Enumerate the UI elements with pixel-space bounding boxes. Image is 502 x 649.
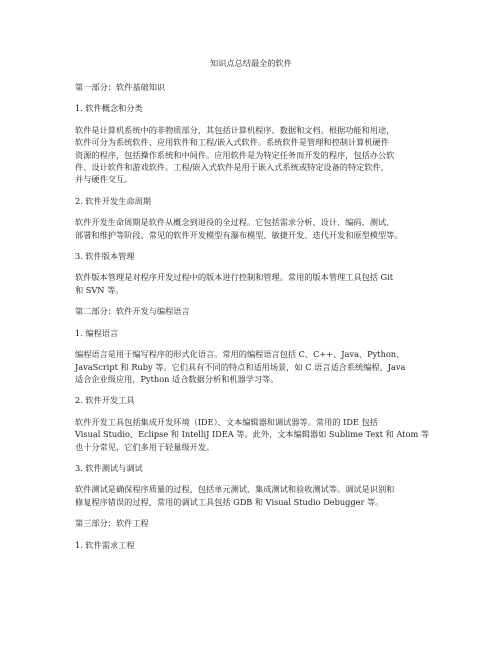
paragraph-line: JavaScript 和 Ruby 等。它们具有不同的特点和适用场景，如 C 语言适合系统编程，Java — [75, 361, 406, 372]
part-heading: 第三部分：软件工程 — [75, 518, 149, 529]
block-spacer — [75, 407, 445, 416]
block-spacer — [75, 296, 445, 305]
paragraph-line: 和 SVN 等。 — [75, 284, 124, 295]
paragraph-line: 修复程序错误的过程，常用的调试工具包括 GDB 和 Visual Studio Debugger 等。 — [75, 496, 384, 507]
paragraph-line: 件、设计软件和游戏软件。工程/嵌入式软件是用于嵌入式系统或特定设备的特定软件， — [75, 162, 389, 173]
paragraph-line: 软件开发工具包括集成开发环境（IDE）、文本编辑器和调试器等。常用的 IDE 包括 — [75, 416, 378, 427]
part-heading: 第一部分：软件基础知识 — [75, 82, 166, 92]
paragraph-line: 软件开发生命周期是软件从概念到退役的全过程。它包括需求分析、设计、编码、测试、 — [75, 217, 395, 228]
paragraph-line: 软件是计算机系统中的非物质部分，其包括计算机程序、数据和文档。根据功能和用途， — [75, 124, 395, 135]
block-spacer — [75, 262, 445, 271]
paragraph-line: 软件版本管理是对程序开发过程中的版本进行控制和管理。常用的版本管理工具包括 Git — [75, 272, 393, 283]
paragraph — [75, 271, 445, 296]
document-title: 知识点总结最全的软件 — [210, 58, 292, 68]
paragraph-line: 部署和维护等阶段。常见的软件开发模型有瀑布模型、敏捷开发、迭代开发和原型模型等。 — [75, 229, 403, 240]
block-spacer — [75, 186, 445, 195]
paragraph-line: Visual Studio、Eclipse 和 IntelliJ IDEA 等。此外，文本编辑器如 Sublime Text 和 Atom 等 — [75, 429, 430, 440]
block-spacer — [75, 474, 445, 483]
block-spacer — [75, 339, 445, 348]
paragraph-line: 资源的程序，包括操作系统和中间件。应用软件是为特定任务而开发的程序，包括办公软 — [75, 149, 395, 160]
block-spacer — [75, 453, 445, 462]
block-spacer — [75, 93, 445, 102]
part-heading: 第二部分：软件开发与编程语言 — [75, 306, 190, 317]
block-spacer — [75, 385, 445, 394]
section-heading: 2. 软件开发工具 — [75, 395, 135, 406]
paragraph-line: 并与硬件交互。 — [75, 174, 133, 185]
section-heading: 3. 软件测试与调试 — [75, 462, 143, 473]
paragraph-line: 软件可分为系统软件、应用软件和工程/嵌入式软件。系统软件是管理和控制计算机硬件 — [75, 137, 389, 148]
section-heading: 3. 软件版本管理 — [75, 251, 135, 262]
document-body — [75, 81, 445, 551]
paragraph-line: 也十分常见，它们多用于轻量级开发。 — [75, 441, 215, 452]
paragraph — [75, 216, 445, 241]
block-spacer — [75, 530, 445, 539]
paragraph — [75, 483, 445, 508]
paragraph-line: 编程语言是用于编写程序的形式化语言。常用的编程语言包括 C、C++、Java、Python、 — [75, 349, 405, 360]
section-heading: 1. 软件需求工程 — [75, 539, 135, 550]
block-spacer — [75, 508, 445, 517]
block-spacer — [75, 241, 445, 250]
block-spacer — [75, 115, 445, 124]
paragraph — [75, 416, 445, 453]
block-spacer — [75, 318, 445, 327]
paragraph-line: 适合企业级应用，Python 适合数据分析和机器学习等。 — [75, 373, 279, 384]
paragraph — [75, 348, 445, 385]
section-heading: 1. 编程语言 — [75, 327, 119, 338]
paragraph-line: 软件测试是确保程序质量的过程，包括单元测试、集成测试和验收测试等。调试是识别和 — [75, 484, 395, 495]
section-heading: 1. 软件概念和分类 — [75, 103, 143, 114]
paragraph — [75, 124, 445, 186]
block-spacer — [75, 207, 445, 216]
section-heading: 2. 软件开发生命周期 — [75, 195, 151, 206]
